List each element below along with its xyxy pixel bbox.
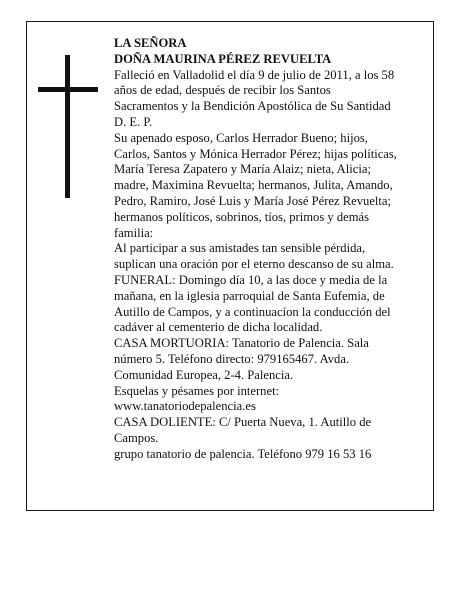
- funeral-group-footer: [114, 447, 426, 463]
- text-line: Carlos, Santos y Mónica Herrador Pérez; hijas políticas,: [114, 146, 397, 161]
- heading-line: LA SEÑORA: [114, 36, 187, 50]
- cross-icon: [38, 55, 98, 198]
- death-announcement-paragraph: [114, 68, 426, 131]
- funeral-paragraph: [114, 273, 426, 336]
- text-line: hermanos políticos, sobrinos, tíos, primos y demás: [114, 209, 370, 224]
- text-line: suplican una oración por el eterno descanso de su alma.: [114, 257, 394, 272]
- text-line: Pedro, Ramiro, José Luis y María José Pérez Revuelta;: [114, 193, 392, 208]
- text-line: cadáver al cementerio de dicha localidad.: [114, 320, 323, 335]
- text-line: Comunidad Europea, 2-4. Palencia.: [114, 367, 294, 382]
- text-line: Sacramentos y la Bendición Apostólica de Su Santidad: [114, 99, 391, 114]
- family-home-paragraph: [114, 415, 426, 447]
- cross-horizontal-bar: [38, 87, 98, 92]
- text-line: familia:: [114, 225, 154, 240]
- text-line: Campos.: [114, 430, 159, 445]
- text-line: CASA DOLIENTE: C/ Puerta Nueva, 1. Autillo de: [114, 415, 372, 430]
- text-line: mañana, en la iglesia parroquial de Santa Eufemia, de: [114, 288, 385, 303]
- text-line: Falleció en Valladolid el día 9 de julio de 2011, a los 58: [114, 67, 395, 82]
- text-line: D. E. P.: [114, 114, 153, 129]
- text-line: María Teresa Zapatero y María Alaiz; nieta, Alicia;: [114, 162, 371, 177]
- deceased-name: DOÑA MAURINA PÉREZ REVUELTA: [114, 51, 332, 66]
- prayer-request-paragraph: [114, 241, 426, 273]
- text-line: grupo tanatorio de palencia. Teléfono 979 16 53 16: [114, 446, 372, 461]
- text-line: CASA MORTUORIA: Tanatorio de Palencia. Sala: [114, 336, 369, 351]
- text-line: años de edad, después de recibir los Santos: [114, 83, 331, 98]
- text-line: número 5. Teléfono directo: 979165467. Avda.: [114, 351, 350, 366]
- text-line: Esquelas y pésames por internet:: [114, 383, 280, 398]
- text-line: FUNERAL: Domingo día 10, a las doce y media de la: [114, 272, 388, 287]
- funeral-home-paragraph: [114, 336, 426, 383]
- text-line: Autillo de Campos, y a continuacíon la conducción del: [114, 304, 391, 319]
- online-condolences-paragraph: [114, 384, 426, 416]
- heading-title: [114, 36, 426, 68]
- text-line: madre, Maximina Revuelta; hermanos, Julita, Amando,: [114, 178, 393, 193]
- obituary-text: [114, 36, 426, 463]
- cross-vertical-bar: [65, 55, 70, 198]
- website-link[interactable]: www.tanatoriodepalencia.es: [114, 399, 256, 414]
- text-line: Su apenado esposo, Carlos Herrador Bueno; hijos,: [114, 130, 368, 145]
- text-line: Al participar a sus amistades tan sensible pérdida,: [114, 241, 366, 256]
- family-paragraph: [114, 131, 426, 242]
